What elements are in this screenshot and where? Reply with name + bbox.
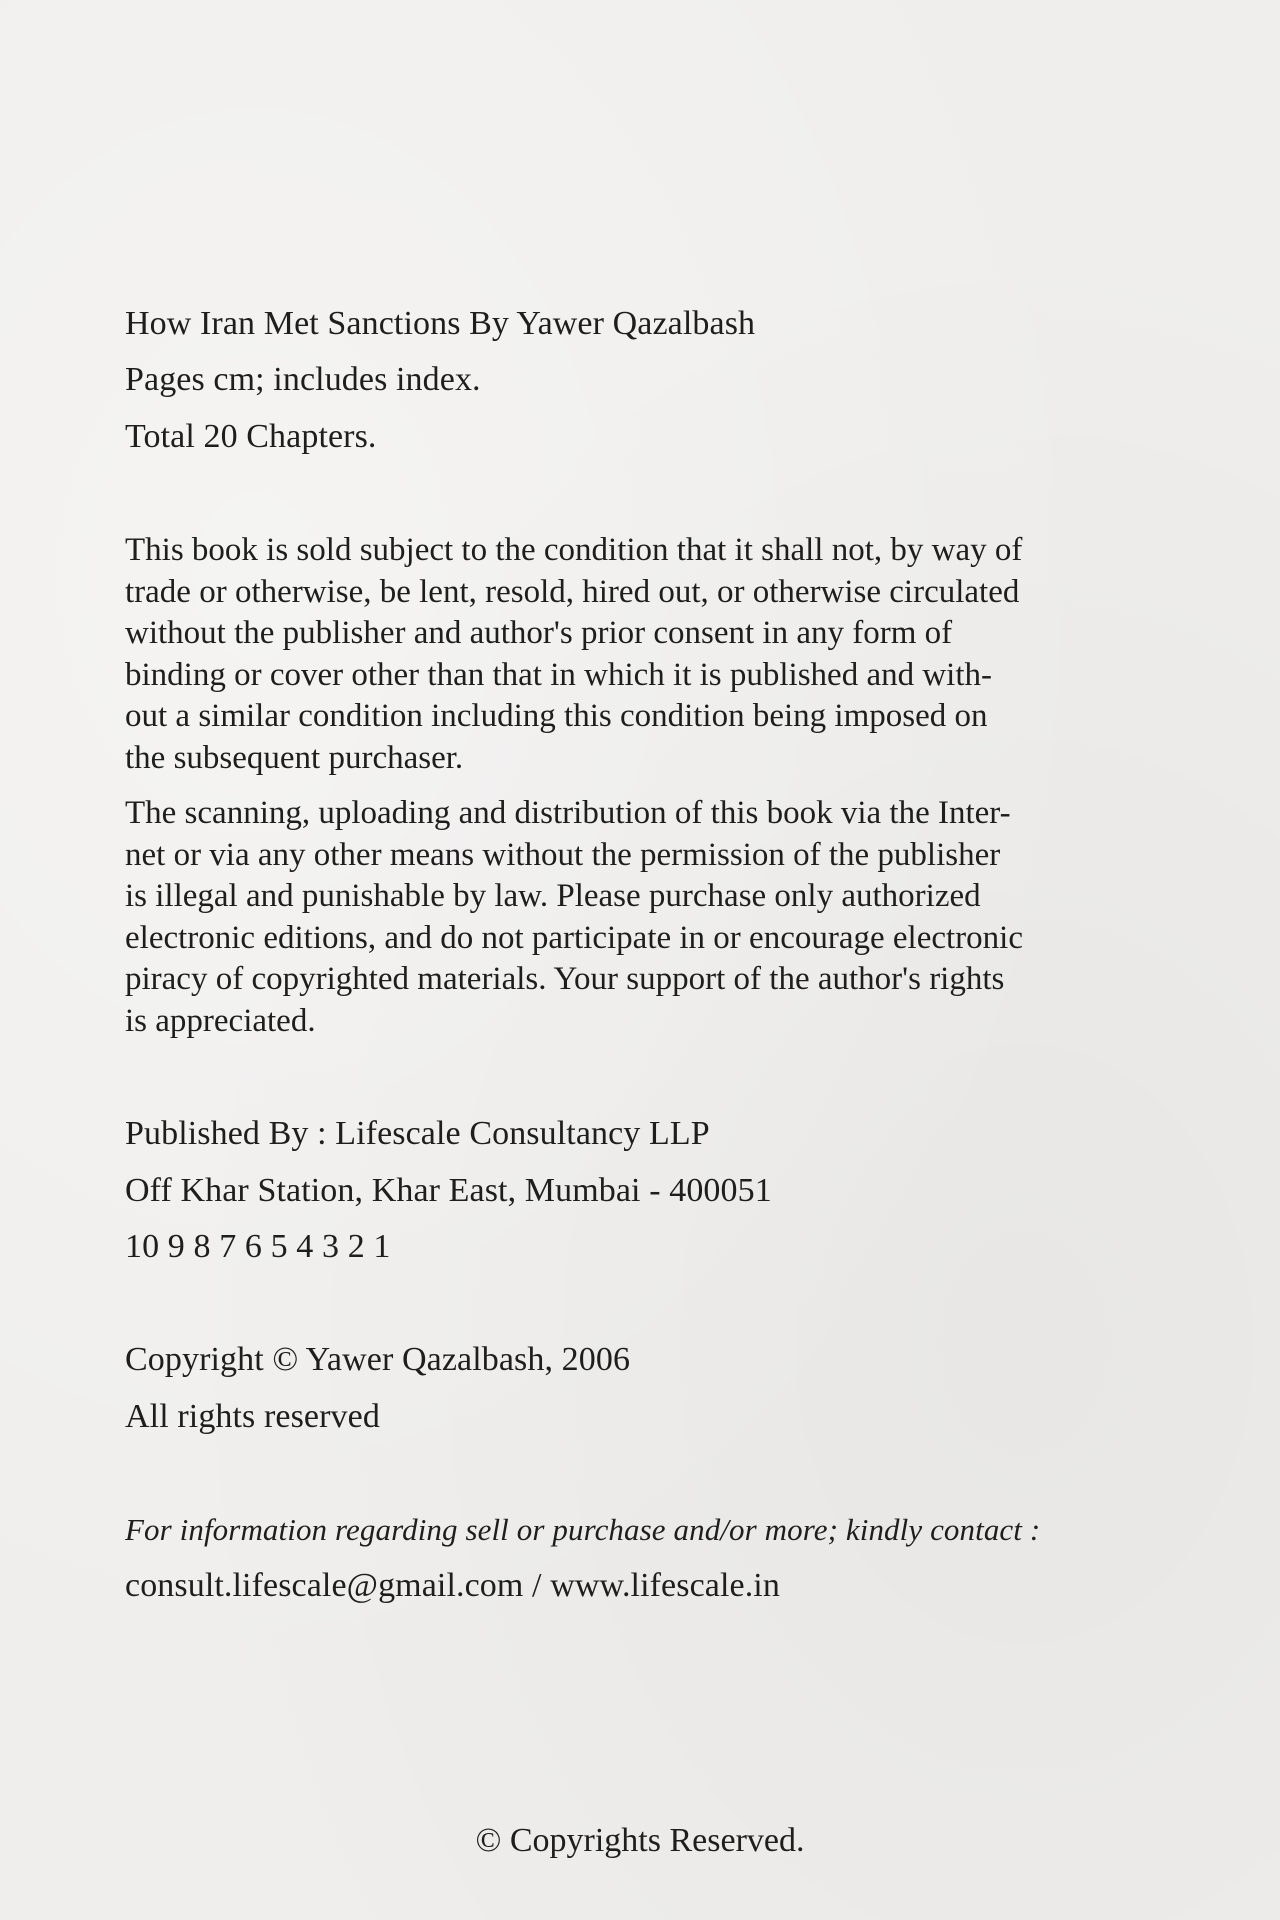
pages-line: Pages cm; includes index. <box>125 361 481 398</box>
copyright-notice: Copyright © Yawer Qazalbash, 2006 <box>125 1341 631 1378</box>
piracy-warning-paragraph <box>125 793 1155 1043</box>
chapters-line: Total 20 Chapters. <box>125 418 377 455</box>
book-title-line: How Iran Met Sanctions By Yawer Qazalbash <box>125 305 756 342</box>
paragraph-line: electronic editions, and do not participate in or encourage electronic <box>125 919 1023 956</box>
paragraph-line: net or via any other means without the permission of the publisher <box>125 836 1001 873</box>
paragraph-line: binding or cover other than that in which it is published and with- <box>125 656 993 693</box>
paragraph-line: is illegal and punishable by law. Please purchase only authorized <box>125 878 981 915</box>
paragraph-line: This book is sold subject to the condition that it shall not, by way of <box>125 532 1023 568</box>
contact-details[interactable]: consult.lifescale@gmail.com / www.lifescale.in <box>125 1567 780 1604</box>
printing-number-line: 10 9 8 7 6 5 4 3 2 1 <box>125 1228 391 1265</box>
paragraph-line: the subsequent purchaser. <box>125 739 464 776</box>
contact-prompt: For information regarding sell or purchase and/or more; kindly contact : <box>125 1512 1041 1547</box>
paragraph-line: piracy of copyrighted materials. Your support of the author's rights <box>125 961 1005 998</box>
sale-condition-paragraph <box>125 530 1155 780</box>
paragraph-line: is appreciated. <box>125 1002 316 1039</box>
paragraph-line: trade or otherwise, be lent, resold, hired out, or otherwise circulated <box>125 573 1020 610</box>
rights-reserved: All rights reserved <box>125 1398 380 1435</box>
paragraph-line: without the publisher and author's prior consent in any form of <box>125 615 953 652</box>
publisher-address: Off Khar Station, Khar East, Mumbai - 400051 <box>125 1172 772 1209</box>
footer-copyright: © Copyrights Reserved. <box>475 1822 805 1859</box>
published-by-line: Published By : Lifescale Consultancy LLP <box>125 1115 710 1152</box>
paragraph-line: out a similar condition including this condition being imposed on <box>125 698 988 735</box>
paragraph-line: The scanning, uploading and distribution of this book via the Inter- <box>125 795 1011 831</box>
